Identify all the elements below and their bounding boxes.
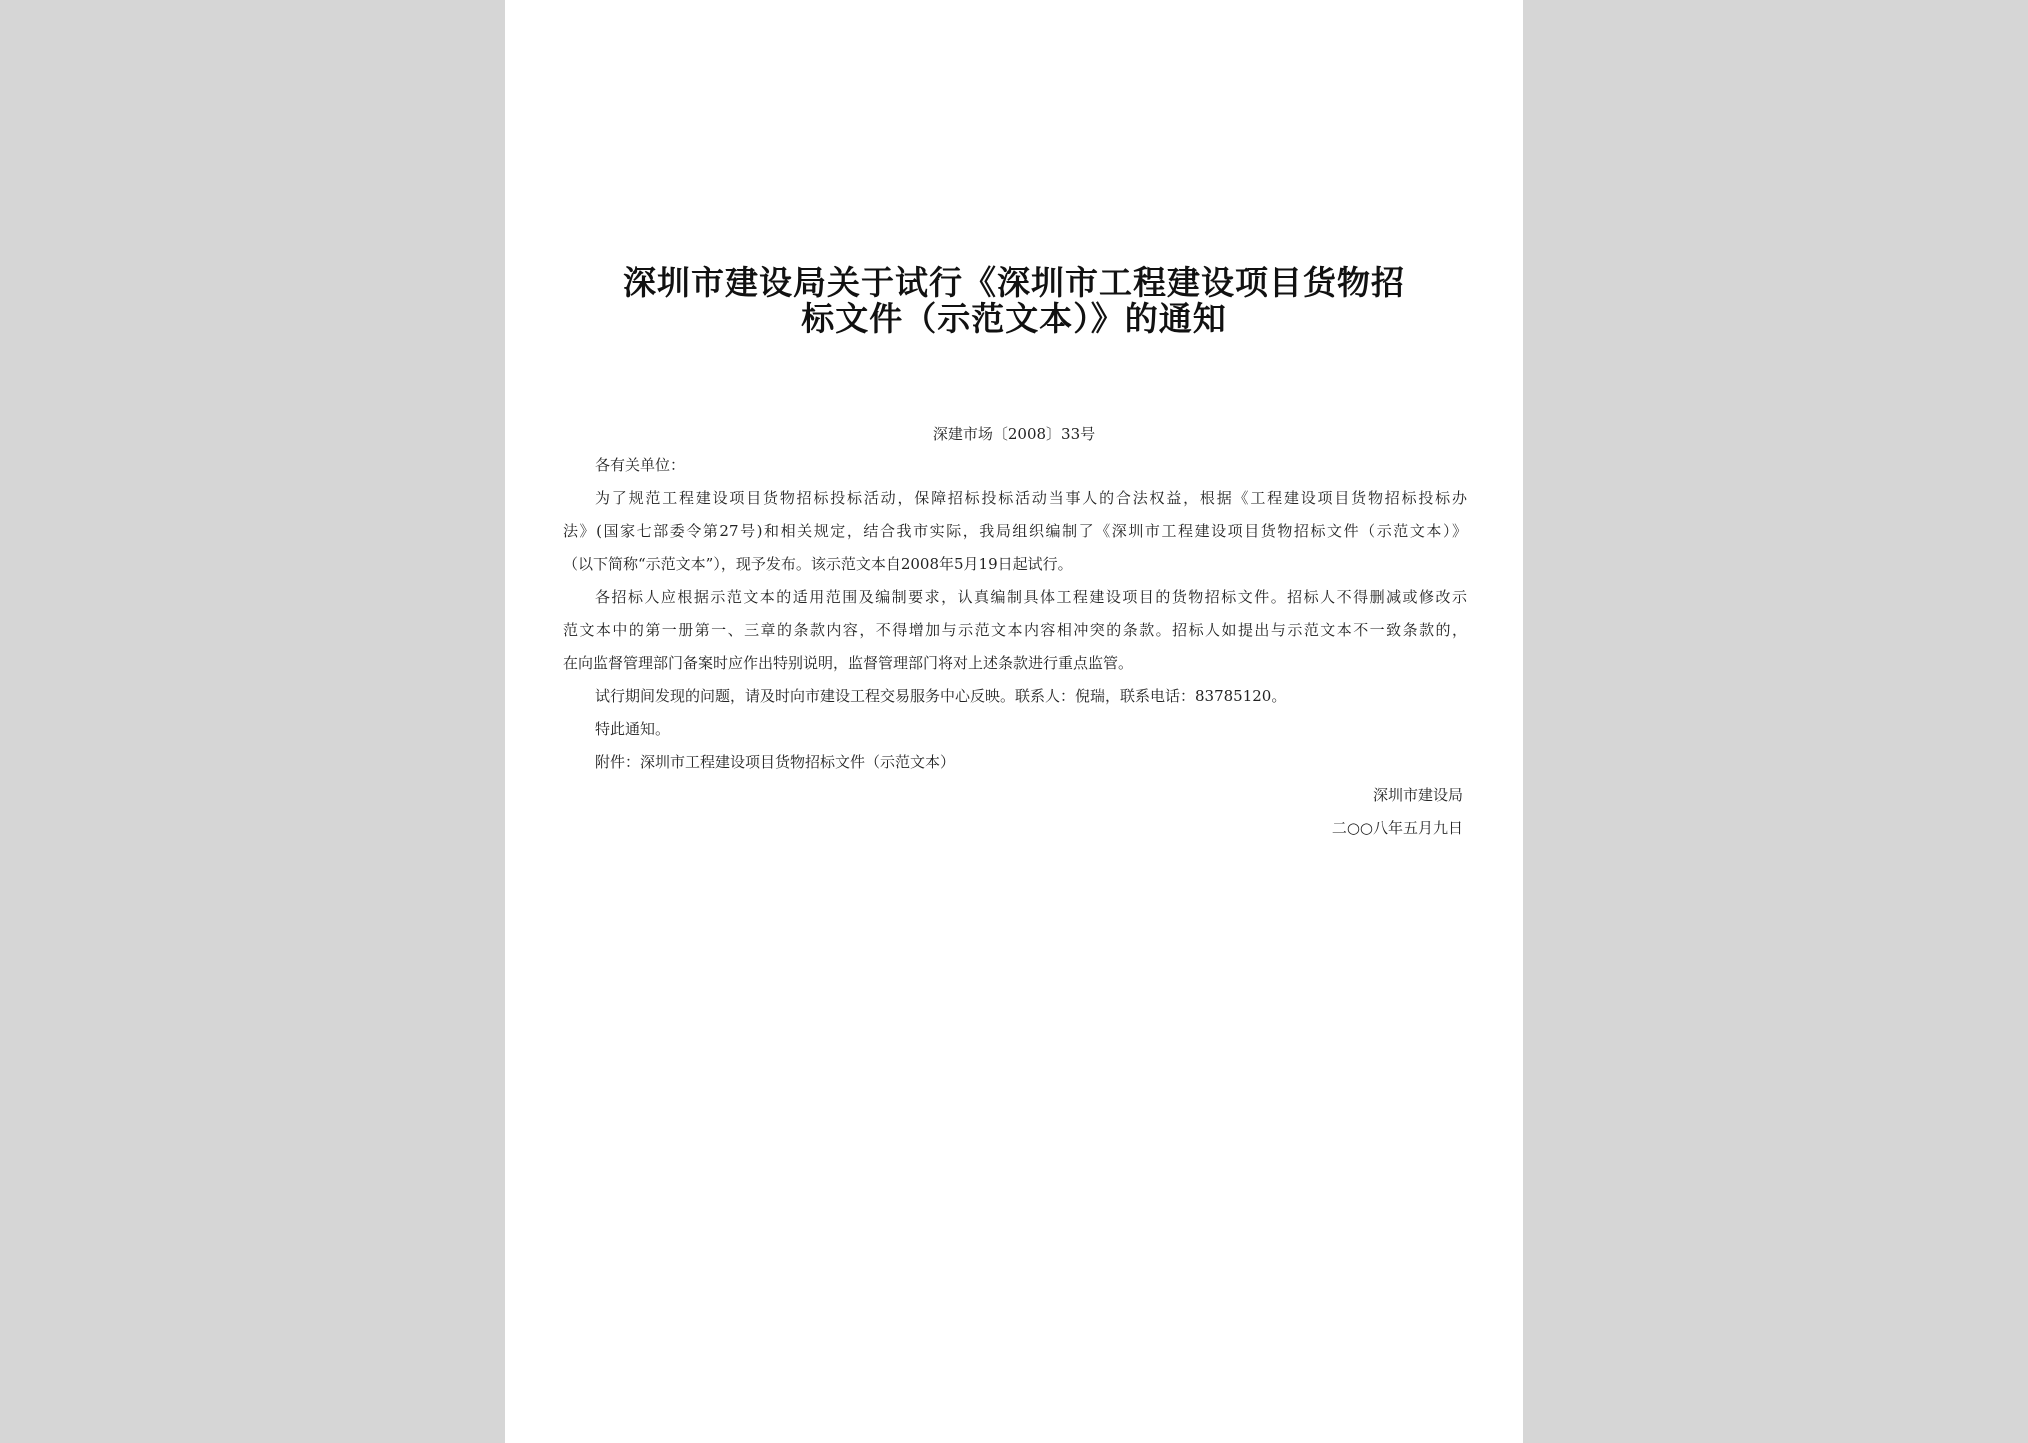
issue-date: 二○○八年五月九日 — [1331, 819, 1463, 837]
paragraph-2-line-3: 在向监督管理部门备案时应作出特别说明，监督管理部门将对上述条款进行重点监管。 — [563, 654, 1134, 672]
salutation: 各有关单位： — [595, 456, 686, 474]
closing-text: 特此通知。 — [595, 720, 671, 738]
paragraph-2-line-2: 范文本中的第一册第一、三章的条款内容，不得增加与示范文本内容相冲突的条款。招标人如提出与示范文本不一致条款的， — [563, 621, 1467, 639]
paragraph-1-line-1: 为了规范工程建设项目货物招标投标活动，保障招标投标活动当事人的合法权益，根据《工程建设项目货物招标投标办 — [595, 489, 1467, 507]
issuer-signature: 深圳市建设局 — [1372, 786, 1463, 804]
paragraph-1-line-3: （以下简称“示范文本”），现予发布。该示范文本自2008年5月19日起试行。 — [563, 555, 1073, 573]
document-title-line-2: 标文件（示范文本）》的通知 — [801, 299, 1227, 338]
paragraph-2-line-1: 各招标人应根据示范文本的适用范围及编制要求，认真编制具体工程建设项目的货物招标文件。招标人不得删减或修改示 — [595, 588, 1467, 606]
document-number: 深建市场〔2008〕33号 — [932, 425, 1096, 443]
paragraph-3-line-1: 试行期间发现的问题，请及时向市建设工程交易服务中心反映。联系人：倪瑞，联系电话：83785120。 — [595, 687, 1287, 705]
document-title-line-1: 深圳市建设局关于试行《深圳市工程建设项目货物招 — [623, 263, 1405, 302]
attachment-note: 附件：深圳市工程建设项目货物招标文件（示范文本） — [595, 753, 956, 771]
document-page — [505, 0, 1523, 1443]
paragraph-1-line-2: 法》(国家七部委令第27号)和相关规定，结合我市实际，我局组织编制了《深圳市工程建设项目货物招标文件（示范文本）》 — [563, 522, 1467, 540]
